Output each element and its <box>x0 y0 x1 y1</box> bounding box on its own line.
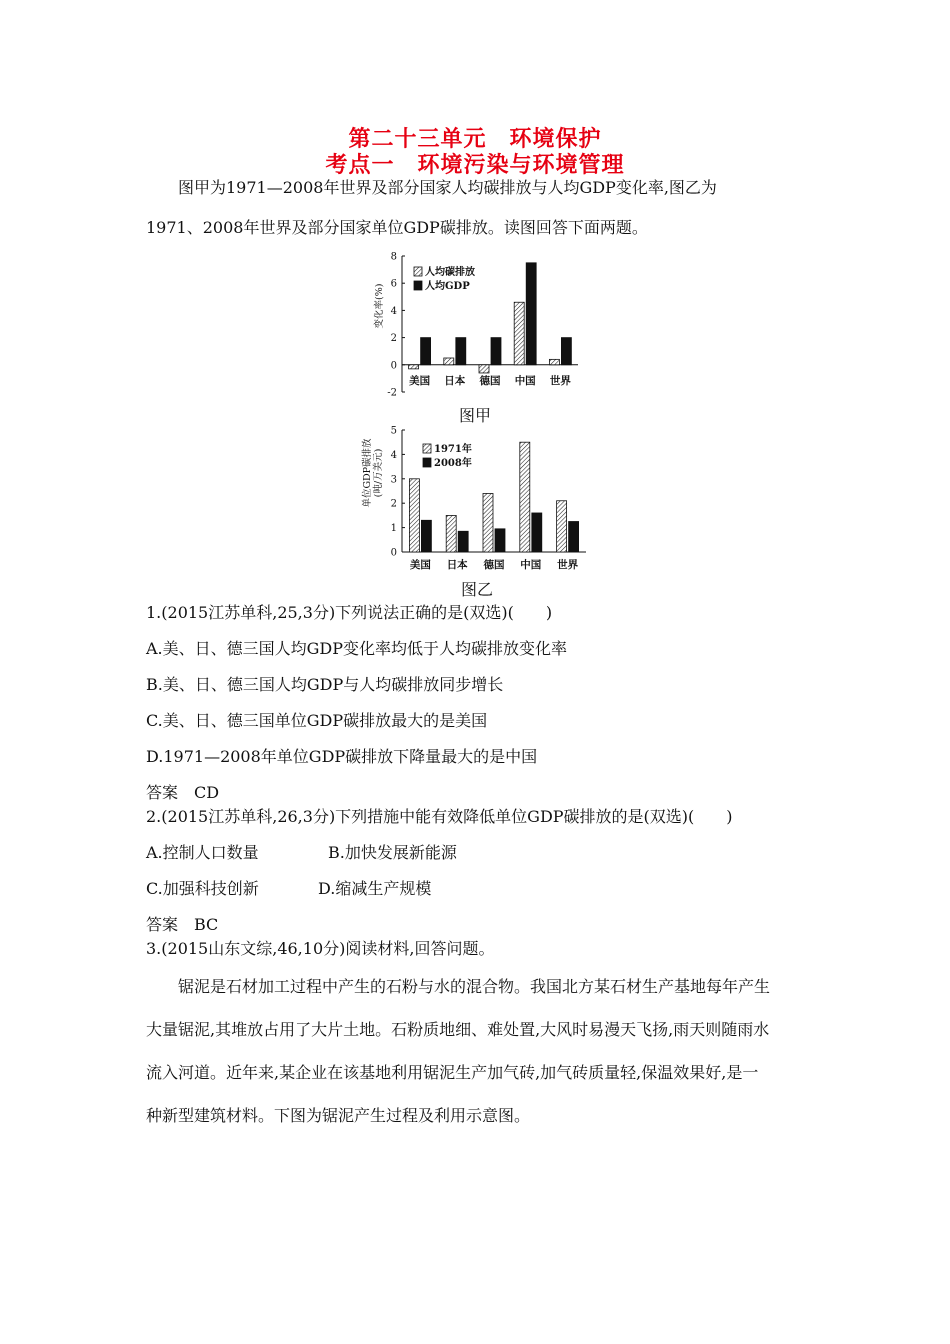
fig-a-y-tick-label: 0 <box>390 360 397 372</box>
fig-b-bar-s2 <box>421 520 431 552</box>
q1-option-c: C.美、日、德三国单位GDP碳排放最大的是美国 <box>146 711 488 730</box>
q2-stem: 2.(2015江苏单科,26,3分)下列措施中能有效降低单位GDP碳排放的是(双选)( ) <box>146 807 733 826</box>
fig-b-bar-s2 <box>532 513 542 552</box>
q1-stem: 1.(2015江苏单科,25,3分)下列说法正确的是(双选)( ) <box>146 603 553 622</box>
q2-option-d: D.缩减生产规模 <box>318 879 432 898</box>
fig-b-bar-s2 <box>495 529 505 552</box>
fig-a-bar-s2 <box>526 263 536 365</box>
fig-b-bar-s1 <box>409 479 419 552</box>
fig-a-category-label: 德国 <box>479 375 501 387</box>
fig-a-category-label: 美国 <box>409 375 431 387</box>
fig-b-bar-s1 <box>483 493 493 552</box>
fig-b-y-tick-label: 4 <box>390 449 397 461</box>
unit-title: 第二十三单元 环境保护 <box>348 127 602 152</box>
q1-option-b: B.美、日、德三国人均GDP与人均碳排放同步增长 <box>146 675 504 694</box>
fig-a-bar-s1 <box>549 359 559 364</box>
fig-b-legend-label: 2008年 <box>434 458 472 469</box>
fig-a-y-tick-label: 4 <box>390 305 397 317</box>
fig-b-y-tick-label: 3 <box>390 474 397 486</box>
fig-a-y-tick-label: -2 <box>387 387 397 399</box>
fig-b-legend-swatch <box>423 458 431 467</box>
fig-a-legend-swatch <box>414 281 422 290</box>
fig-a-legend-label: 人均GDP <box>425 281 470 292</box>
fig-b-category-label: 世界 <box>557 559 579 571</box>
fig-a-y-tick-label: 6 <box>390 278 397 290</box>
fig-b-category-label: 德国 <box>483 559 505 571</box>
figure-b-caption: 图乙 <box>460 580 493 599</box>
fig-b-bar-s1 <box>520 442 530 552</box>
q2-answer: 答案 BC <box>146 915 219 934</box>
figure-b-chart <box>360 425 600 575</box>
fig-a-bar-s1 <box>444 358 454 365</box>
fig-a-legend-label: 人均碳排放 <box>425 267 475 278</box>
fig-a-category-label: 中国 <box>514 375 536 387</box>
q2-option-b: B.加快发展新能源 <box>328 843 457 862</box>
fig-b-category-label: 日本 <box>446 559 468 571</box>
fig-a-bar-s1 <box>479 365 489 373</box>
fig-b-y-tick-label: 0 <box>390 547 397 559</box>
q3-para-line-1: 锯泥是石材加工过程中产生的石粉与水的混合物。我国北方某石材生产基地每年产生 <box>178 977 771 996</box>
fig-b-y-tick-label: 1 <box>390 523 397 535</box>
intro-line-1: 图甲为1971—2008年世界及部分国家人均碳排放与人均GDP变化率,图乙为 <box>178 178 717 197</box>
q2-option-a: A.控制人口数量 <box>146 843 259 862</box>
fig-b-bar-s2 <box>458 531 468 552</box>
fig-b-legend-label: 1971年 <box>434 444 472 455</box>
fig-b-y-tick-label: 5 <box>390 425 397 437</box>
q1-option-d: D.1971—2008年单位GDP碳排放下降量最大的是中国 <box>146 747 538 766</box>
fig-b-bar-s1 <box>557 501 567 552</box>
intro-line-2: 1971、2008年世界及部分国家单位GDP碳排放。读图回答下面两题。 <box>146 218 648 237</box>
q3-stem: 3.(2015山东文综,46,10分)阅读材料,回答问题。 <box>146 939 495 958</box>
fig-b-category-label: 美国 <box>409 559 431 571</box>
q3-para-line-4: 种新型建筑材料。下图为锯泥产生过程及利用示意图。 <box>146 1106 531 1125</box>
fig-b-y-tick-label: 2 <box>390 498 397 510</box>
q3-para-line-3: 流入河道。近年来,某企业在该基地利用锯泥生产加气砖,加气砖质量轻,保温效果好,是一 <box>146 1063 759 1082</box>
fig-a-y-tick-label: 8 <box>390 251 397 263</box>
q3-para-line-2: 大量锯泥,其堆放占用了大片土地。石粉质地细、难处置,大风时易漫天飞扬,雨天则随雨水 <box>146 1020 770 1039</box>
fig-b-legend-swatch <box>423 444 431 453</box>
q1-option-a: A.美、日、德三国人均GDP变化率均低于人均碳排放变化率 <box>146 639 568 658</box>
fig-a-bar-s1 <box>409 365 419 369</box>
fig-a-y-tick-label: 2 <box>390 333 397 345</box>
figure-a-caption: 图甲 <box>458 406 491 425</box>
figure-a-chart <box>360 245 600 405</box>
fig-a-legend-swatch <box>414 267 422 276</box>
fig-a-bar-s2 <box>491 338 501 365</box>
fig-b-category-label: 中国 <box>520 559 542 571</box>
q2-option-c: C.加强科技创新 <box>146 879 259 898</box>
fig-a-bar-s2 <box>456 338 466 365</box>
fig-a-category-label: 日本 <box>444 375 466 387</box>
fig-a-y-label: 变化率(%) <box>374 283 385 329</box>
fig-a-category-label: 世界 <box>549 375 571 387</box>
fig-b-bar-s1 <box>446 515 456 552</box>
fig-a-bar-s2 <box>421 338 431 365</box>
fig-a-bar-s1 <box>514 302 524 365</box>
topic-title: 考点一 环境污染与环境管理 <box>325 153 625 178</box>
q1-answer: 答案 CD <box>146 783 220 802</box>
fig-b-bar-s2 <box>569 522 579 553</box>
fig-a-bar-s2 <box>561 338 571 365</box>
fig-b-y-label: 单位GDP碳排放 <box>362 438 373 508</box>
fig-b-y-label-2: (吨/万美元) <box>373 448 384 498</box>
